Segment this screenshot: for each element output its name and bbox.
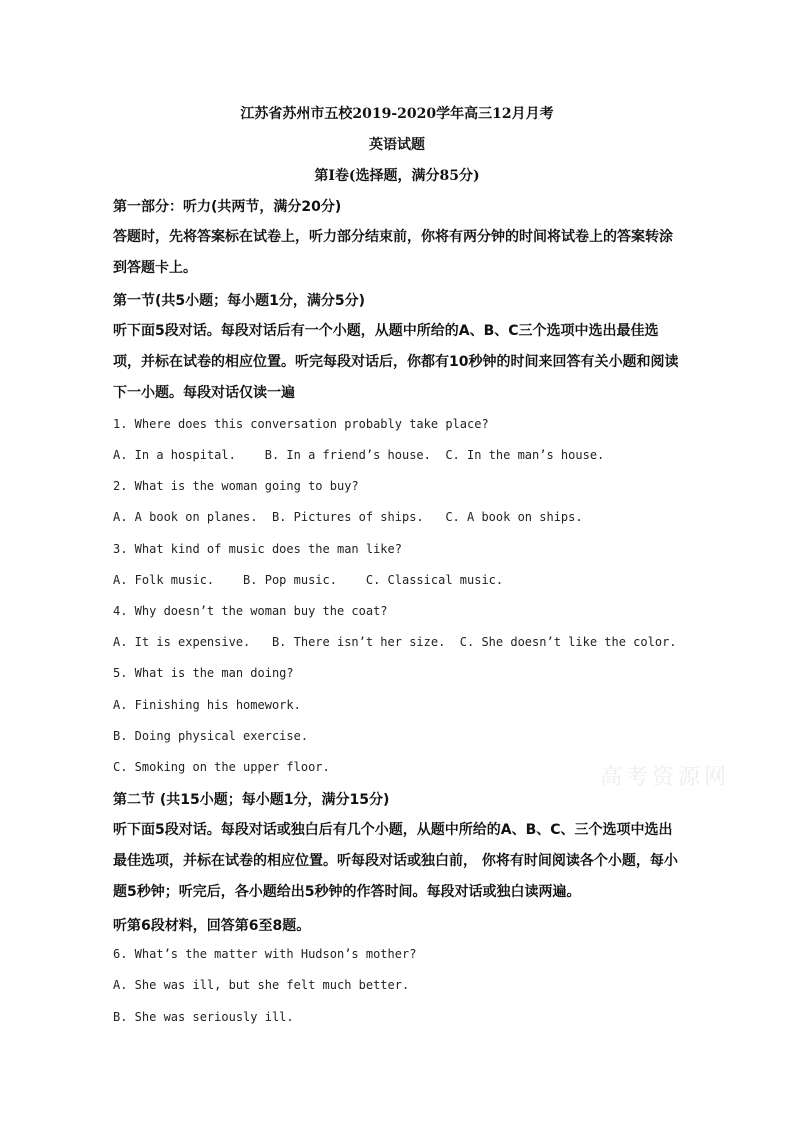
section1-instruction: 听下面5段对话。每段对话后有一个小题，从题中所给的A、B、C三个选项中选出最佳选项，并标在试卷的相应位置。听完每段对话后，你都有10秒钟的时间来回答有关小题和阅读下一小题。每段对话仅读一遍: [113, 323, 679, 401]
question-1-options: A. In a hospital. B. In a friend’s house. C. In the man’s house.: [113, 448, 605, 462]
question-6-option-b: B. She was seriously ill.: [113, 1010, 294, 1024]
volume-title: 第I卷(选择题，满分85分): [314, 168, 480, 184]
question-5-option-b: B. Doing physical exercise.: [113, 729, 309, 743]
section2-heading: 第二节 (共15小题；每小题1分，满分15分): [113, 792, 390, 808]
question-5: 5. What is the man doing?: [113, 666, 294, 680]
question-5-option-c: C. Smoking on the upper floor.: [113, 760, 330, 774]
question-3: 3. What kind of music does the man like?: [113, 542, 402, 556]
subject-title: 英语试题: [369, 137, 425, 153]
part1-instruction: 答题时，先将答案标在试卷上，听力部分结束前，你将有两分钟的时间将试卷上的答案转涂到答题卡上。: [113, 229, 673, 276]
question-6-option-a: A. She was ill, but she felt much better.: [113, 978, 410, 992]
part1-heading: 第一部分：听力(共两节，满分20分): [113, 199, 342, 215]
question-2-options: A. A book on planes. B. Pictures of ships. C. A book on ships.: [113, 510, 583, 524]
question-4-options: A. It is expensive. B. There isn’t her size. C. She doesn’t like the color.: [113, 635, 677, 649]
question-6: 6. What’s the matter with Hudson’s mother?: [113, 947, 417, 961]
section1-heading: 第一节(共5小题；每小题1分，满分5分): [113, 293, 366, 309]
section2-instruction: 听下面5段对话。每段对话或独白后有几个小题，从题中所给的A、B、C、三个选项中选出最佳选项，并标在试卷的相应位置。听每段对话或独白前， 你将有时间阅读各个小题，每小题5秒钟；听完后，各小题给出5秒钟的作答时间。每段对话或独白读两遍。: [113, 822, 678, 900]
question-5-option-a: A. Finishing his homework.: [113, 698, 301, 712]
exam-title: 江苏省苏州市五校2019-2020学年高三12月月考: [240, 106, 554, 122]
question-3-options: A. Folk music. B. Pop music. C. Classical music.: [113, 573, 504, 587]
question-4: 4. Why doesn’t the woman buy the coat?: [113, 604, 388, 618]
question-2: 2. What is the woman going to buy?: [113, 479, 359, 493]
material-6: 听第6段材料，回答第6至8题。: [113, 918, 311, 934]
question-1: 1. Where does this conversation probably take place?: [113, 417, 489, 431]
watermark: 高考资源网: [600, 765, 731, 790]
